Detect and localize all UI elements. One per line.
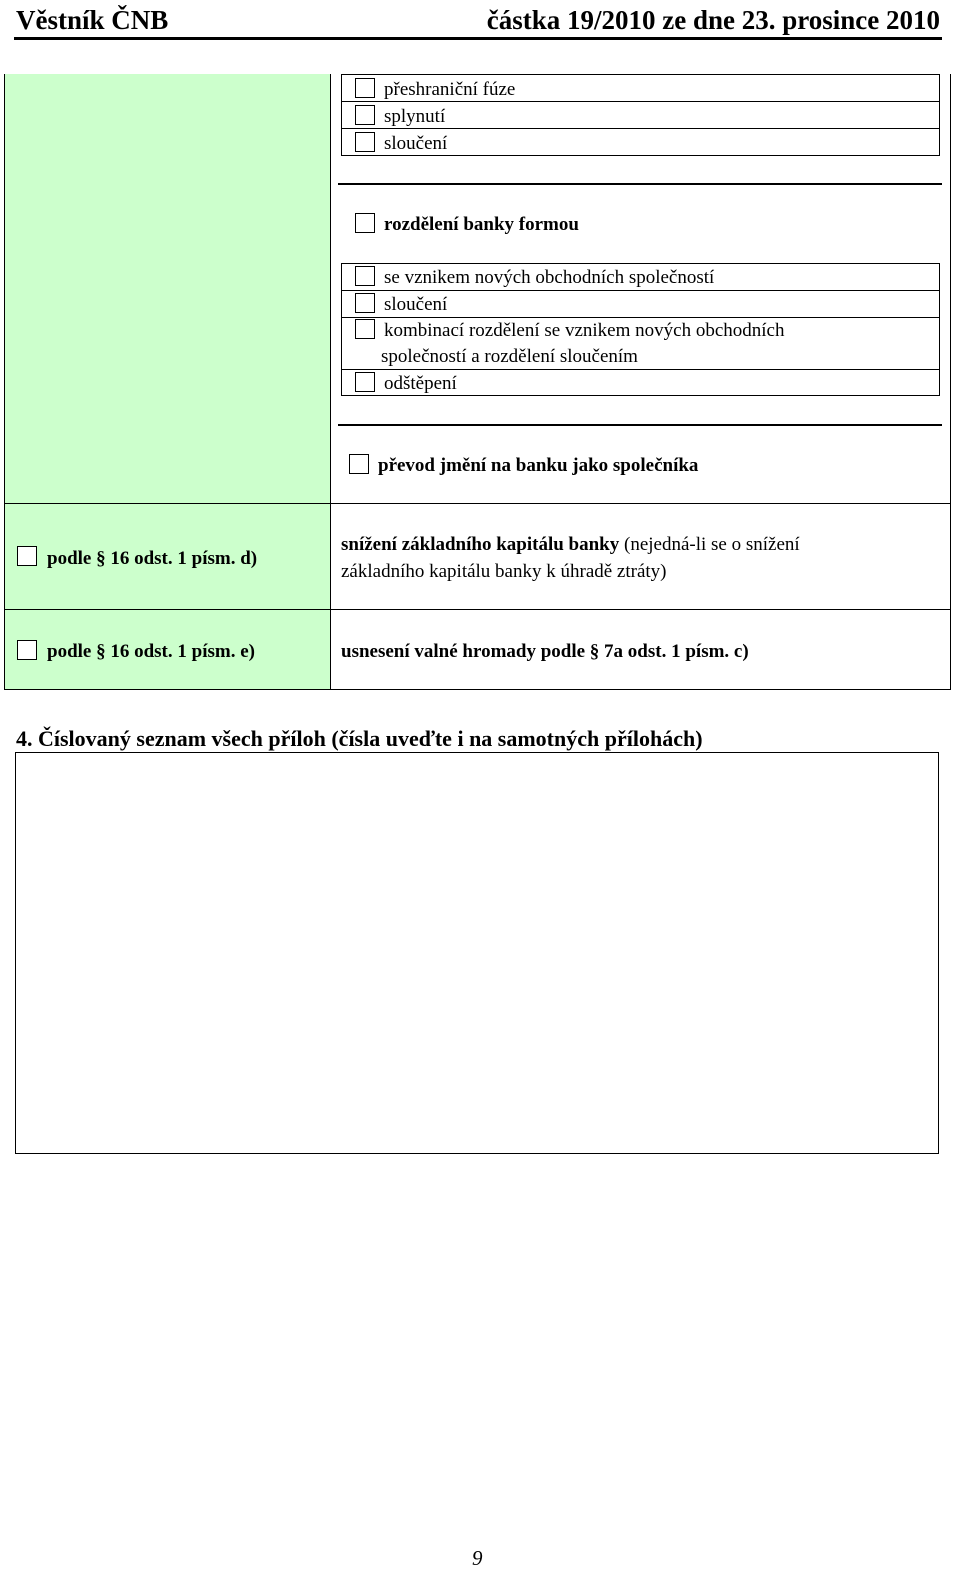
checkbox-merger[interactable] bbox=[355, 132, 375, 152]
option-label: sloučení bbox=[384, 133, 448, 154]
section-divider bbox=[338, 183, 942, 185]
division-title: rozdělení banky formou bbox=[384, 214, 579, 235]
checkbox-combination[interactable] bbox=[355, 319, 375, 339]
option-label-continued: společností a rozdělení sloučením bbox=[381, 346, 638, 367]
row-separator bbox=[341, 317, 940, 318]
row-separator bbox=[4, 609, 951, 610]
checkbox-division[interactable] bbox=[355, 213, 375, 233]
checkbox-division-merger[interactable] bbox=[355, 293, 375, 313]
attachments-field[interactable] bbox=[15, 752, 939, 1154]
checkbox-cross-border-merger[interactable] bbox=[355, 78, 375, 98]
issue-info: částka 19/2010 ze dne 23. prosince 2010 bbox=[486, 5, 940, 35]
option-label: splynutí bbox=[384, 106, 446, 127]
checkbox-row-d[interactable] bbox=[17, 546, 37, 566]
transfer-label: převod jmění na banku jako společníka bbox=[378, 455, 699, 476]
row-d-description bbox=[341, 534, 800, 556]
row-separator bbox=[341, 101, 940, 102]
page-header bbox=[14, 2, 942, 40]
row-d-description-line2: základního kapitálu banky k úhradě ztráty) bbox=[341, 561, 667, 582]
green-column bbox=[4, 74, 330, 689]
table-bottom-border bbox=[4, 689, 951, 690]
checkbox-transfer[interactable] bbox=[349, 454, 369, 474]
row-e-label: podle § 16 odst. 1 písm. e) bbox=[47, 641, 255, 662]
row-separator bbox=[341, 290, 940, 291]
row-separator bbox=[4, 503, 951, 504]
row-d-description-bold: snížení základního kapitálu banky bbox=[341, 534, 620, 555]
row-d-label: podle § 16 odst. 1 písm. d) bbox=[47, 548, 258, 569]
row-separator bbox=[341, 128, 940, 129]
checkbox-row-e[interactable] bbox=[17, 640, 37, 660]
section-divider bbox=[338, 424, 942, 426]
attachments-title: 4. Číslovaný seznam všech příloh (čísla uveďte i na samotných přílohách) bbox=[16, 726, 703, 751]
checkbox-new-companies[interactable] bbox=[355, 266, 375, 286]
option-label: se vznikem nových obchodních společností bbox=[384, 267, 715, 288]
journal-title: Věstník ČNB bbox=[16, 5, 169, 35]
row-separator bbox=[341, 369, 940, 370]
page-number: 9 bbox=[472, 1546, 483, 1570]
checkbox-consolidation[interactable] bbox=[355, 105, 375, 125]
checkbox-spin-off[interactable] bbox=[355, 372, 375, 392]
option-label: sloučení bbox=[384, 294, 448, 315]
option-label: odštěpení bbox=[384, 373, 457, 394]
table-left-border bbox=[4, 74, 5, 690]
table-divider bbox=[330, 74, 331, 690]
row-d-description-text: (nejedná-li se o snížení bbox=[619, 534, 800, 555]
table-right-border bbox=[950, 74, 951, 690]
row-e-description: usnesení valné hromady podle § 7a odst. 1 písm. c) bbox=[341, 641, 749, 662]
option-label: přeshraniční fúze bbox=[384, 79, 516, 100]
option-label: kombinací rozdělení se vznikem nových obchodních bbox=[384, 320, 785, 341]
